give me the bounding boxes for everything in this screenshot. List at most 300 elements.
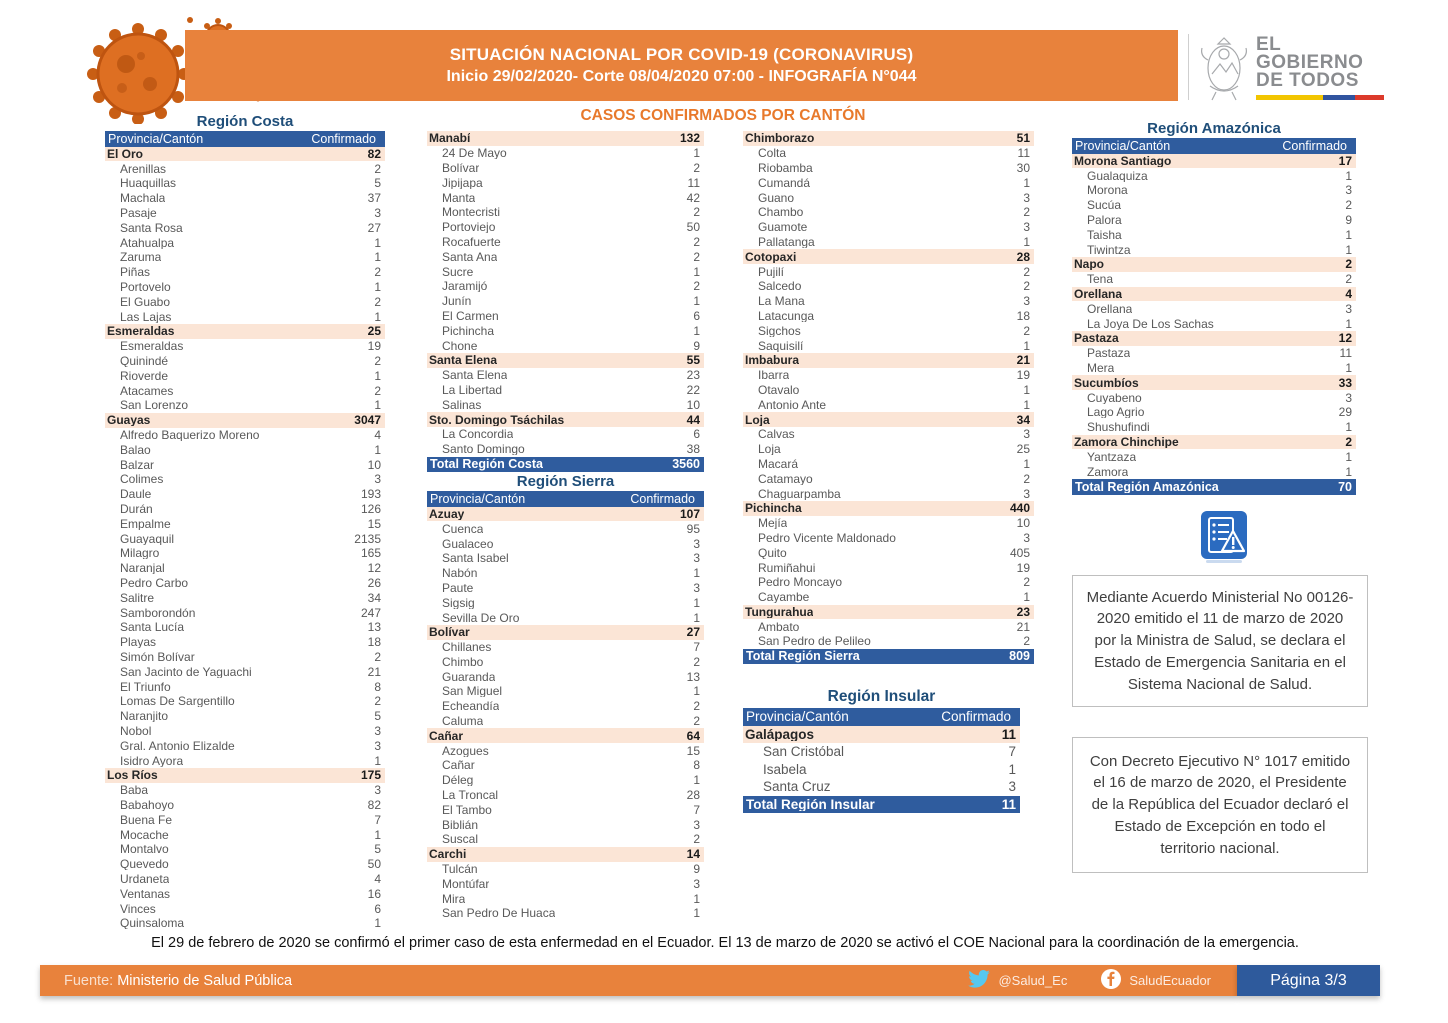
- canton-name: El Triunfo: [120, 680, 171, 693]
- canton-name: Jipijapa: [442, 176, 483, 189]
- canton-name: Rioverde: [120, 369, 169, 382]
- confirmed-count: 17: [1338, 153, 1352, 168]
- confirmed-count: 11: [1339, 346, 1352, 361]
- spacer: [743, 664, 1034, 684]
- canton-name: Catamayo: [758, 472, 813, 485]
- province-row: [1072, 287, 1356, 302]
- province-row: [427, 507, 704, 522]
- canton-row: [427, 655, 704, 670]
- province-name: Morona Santiago: [1074, 154, 1172, 167]
- province-row: [743, 412, 1034, 427]
- canton-row: [1072, 168, 1356, 183]
- confirmed-count: 1: [374, 309, 381, 324]
- canton-name: Pastaza: [1087, 347, 1131, 360]
- canton-row: [427, 427, 704, 442]
- confirmed-count: 50: [367, 857, 381, 872]
- canton-row: [427, 906, 704, 921]
- canton-name: Taisha: [1087, 228, 1122, 241]
- facebook-handle[interactable]: SaludEcuador: [1129, 973, 1211, 988]
- canton-row: [427, 610, 704, 625]
- province-name: Pichincha: [745, 502, 802, 515]
- confirmed-count: 175: [360, 768, 381, 783]
- canton-row: [105, 857, 385, 872]
- province-row: [105, 324, 385, 339]
- confirmed-count: 82: [367, 146, 381, 161]
- confirmed-count: 70: [1338, 479, 1352, 494]
- confirmed-count: 42: [686, 190, 700, 205]
- canton-name: Tena: [1087, 273, 1114, 286]
- canton-row: [105, 753, 385, 768]
- confirmed-count: 3: [374, 472, 381, 487]
- confirmed-count: 37: [367, 191, 381, 206]
- confirmed-count: 809: [1009, 649, 1030, 664]
- canton-row: [1072, 227, 1356, 242]
- confirmed-count: 405: [1009, 545, 1030, 560]
- confirmed-count: 2: [1345, 198, 1352, 213]
- canton-name: Pujilí: [758, 265, 785, 278]
- confirmed-count: 11: [1001, 796, 1016, 812]
- canton-row: [1072, 361, 1356, 376]
- twitter-icon[interactable]: [968, 970, 990, 991]
- canton-name: Gualaceo: [442, 537, 494, 550]
- confirmed-count: 18: [367, 635, 381, 650]
- logo-line3: DE TODOS: [1256, 70, 1359, 92]
- canton-row: [427, 146, 704, 161]
- confirmed-count: 25: [1016, 442, 1030, 457]
- canton-name: Pedro Vicente Maldonado: [758, 531, 896, 544]
- canton-row: [1072, 420, 1356, 435]
- canton-name: Machala: [120, 192, 166, 205]
- confirmed-count: 1: [693, 773, 700, 788]
- canton-name: Zaruma: [120, 251, 162, 264]
- canton-name: Babahoyo: [120, 798, 175, 811]
- canton-name: Gualaquiza: [1087, 169, 1148, 182]
- confirmed-count: 3: [1345, 183, 1352, 198]
- confirmed-count: 23: [1016, 604, 1030, 619]
- confirmed-count: 23: [686, 368, 700, 383]
- executive-decree-note: [1072, 737, 1368, 873]
- region-title: Región Amazónica: [1147, 120, 1281, 137]
- canton-name: Tulcán: [442, 863, 478, 876]
- confirmed-count: 3: [1023, 427, 1030, 442]
- header-banner: [185, 30, 1178, 101]
- region-total-row: [1072, 479, 1356, 495]
- canton-row: [105, 265, 385, 280]
- canton-name: La Joya De Los Sachas: [1087, 317, 1214, 330]
- canton-row: [427, 235, 704, 250]
- confirmed-count: 5: [374, 176, 381, 191]
- province-name: Guayas: [107, 414, 151, 427]
- confirmed-count: 38: [686, 442, 700, 457]
- canton-row: [427, 264, 704, 279]
- canton-row: [427, 397, 704, 412]
- confirmed-count: 9: [1345, 213, 1352, 228]
- province-row: [743, 726, 1020, 744]
- confirmed-count: 18: [1016, 308, 1030, 323]
- table-header-row: [743, 708, 1020, 726]
- confirmed-count: 25: [367, 324, 381, 339]
- confirmed-count: 1: [374, 398, 381, 413]
- province-row: [1072, 331, 1356, 346]
- canton-row: [743, 235, 1034, 250]
- province-name: Orellana: [1074, 288, 1123, 301]
- canton-name: Latacunga: [758, 309, 815, 322]
- confirmed-count: 2: [374, 265, 381, 280]
- ecuador-coat-of-arms-icon: [1198, 30, 1250, 107]
- canton-row: [427, 802, 704, 817]
- confirmed-count: 33: [1338, 375, 1352, 390]
- canton-name: Saquisilí: [758, 339, 804, 352]
- canton-name: Las Lajas: [120, 310, 172, 323]
- canton-row: [105, 812, 385, 827]
- canton-name: Baba: [120, 784, 149, 797]
- canton-row: [743, 761, 1020, 779]
- canton-name: Mira: [442, 892, 466, 905]
- canton-name: Buena Fe: [120, 813, 173, 826]
- confirmed-count: 21: [367, 664, 381, 679]
- canton-row: [1072, 390, 1356, 405]
- confirmed-count: 3: [1023, 190, 1030, 205]
- confirmed-count: 16: [367, 886, 381, 901]
- canton-name: Nobol: [120, 724, 152, 737]
- canton-name: Durán: [120, 503, 153, 516]
- canton-row: [105, 531, 385, 546]
- twitter-handle[interactable]: @Salud_Ec: [998, 973, 1068, 988]
- canton-row: [743, 516, 1034, 531]
- confirmed-count: 2: [374, 354, 381, 369]
- canton-name: Milagro: [120, 547, 160, 560]
- confirmed-count: 1: [374, 753, 381, 768]
- canton-row: [427, 309, 704, 324]
- confirmed-count: 1: [374, 235, 381, 250]
- canton-name: Isidro Ayora: [120, 754, 184, 767]
- confirmed-count: 44: [686, 412, 700, 427]
- canton-row: [743, 486, 1034, 501]
- column-header-province: Provincia/Cantón: [108, 132, 204, 145]
- canton-row: [743, 634, 1034, 649]
- canton-row: [743, 323, 1034, 338]
- confirmed-count: 1: [1023, 338, 1030, 353]
- canton-row: [427, 220, 704, 235]
- column-header-confirmed: Confirmado: [311, 131, 376, 146]
- canton-row: [1072, 346, 1356, 361]
- table-header-row: [427, 491, 704, 507]
- canton-name: Otavalo: [758, 383, 800, 396]
- canton-row: [105, 798, 385, 813]
- canton-row: [427, 684, 704, 699]
- confirmed-count: 3: [1023, 530, 1030, 545]
- canton-row: [105, 783, 385, 798]
- canton-name: Jaramijó: [442, 280, 488, 293]
- province-name: Galápagos: [745, 727, 815, 742]
- canton-row: [427, 862, 704, 877]
- canton-row: [105, 886, 385, 901]
- confirmed-count: 3: [1023, 220, 1030, 235]
- province-row: [427, 728, 704, 743]
- canton-name: Piñas: [120, 266, 151, 279]
- confirmed-count: 2: [693, 699, 700, 714]
- canton-row: [427, 876, 704, 891]
- canton-name: San Cristóbal: [763, 745, 845, 759]
- confirmed-count: 3: [374, 738, 381, 753]
- canton-name: La Concordia: [442, 428, 514, 441]
- canton-row: [743, 397, 1034, 412]
- canton-name: Antonio Ante: [758, 398, 827, 411]
- confirmed-count: 2: [1023, 264, 1030, 279]
- canton-name: Lomas De Sargentillo: [120, 695, 235, 708]
- confirmed-count: 2: [693, 205, 700, 220]
- canton-row: [105, 487, 385, 502]
- confirmed-count: 1: [1345, 227, 1352, 242]
- canton-row: [743, 368, 1034, 383]
- confirmed-count: 13: [367, 620, 381, 635]
- canton-row: [105, 442, 385, 457]
- canton-name: Playas: [120, 636, 157, 649]
- province-name: Cañar: [429, 729, 464, 742]
- confirmed-count: 2: [693, 160, 700, 175]
- canton-row: [105, 176, 385, 191]
- canton-name: El Carmen: [442, 309, 499, 322]
- canton-row: [105, 916, 385, 931]
- canton-row: [743, 161, 1034, 176]
- confirmed-count: 3: [1345, 301, 1352, 316]
- canton-name: Shushufindi: [1087, 421, 1150, 434]
- confirmed-count: 2: [374, 383, 381, 398]
- confirmed-count: 2: [1023, 323, 1030, 338]
- canton-row: [427, 279, 704, 294]
- confirmed-count: 132: [679, 131, 700, 146]
- canton-row: [105, 457, 385, 472]
- confirmed-count: 51: [1016, 131, 1030, 146]
- canton-name: Atacames: [120, 384, 174, 397]
- canton-row: [427, 566, 704, 581]
- confirmed-count: 13: [686, 669, 700, 684]
- canton-name: Macará: [758, 457, 799, 470]
- confirmed-count: 12: [367, 561, 381, 576]
- province-row: [743, 131, 1034, 146]
- canton-name: Ambato: [758, 620, 800, 633]
- confirmed-count: 21: [1016, 619, 1030, 634]
- canton-row: [105, 650, 385, 665]
- canton-row: [427, 699, 704, 714]
- canton-name: Bolívar: [442, 161, 480, 174]
- canton-row: [743, 531, 1034, 546]
- column-header-confirmed: Confirmado: [1282, 138, 1347, 153]
- canton-row: [105, 738, 385, 753]
- confirmed-count: 1: [374, 250, 381, 265]
- confirmed-count: 3: [374, 723, 381, 738]
- canton-row: [743, 619, 1034, 634]
- confirmed-count: 1: [693, 566, 700, 581]
- canton-row: [105, 502, 385, 517]
- canton-name: Empalme: [120, 517, 171, 530]
- canton-row: [427, 551, 704, 566]
- canton-name: Quevedo: [120, 858, 169, 871]
- confirmed-count: 4: [1345, 287, 1352, 302]
- canton-name: Chaguarpamba: [758, 487, 841, 500]
- canton-row: [427, 368, 704, 383]
- canton-name: Biblián: [442, 818, 479, 831]
- canton-name: Alfredo Baquerizo Moreno: [120, 429, 260, 442]
- region-title: Región Insular: [827, 688, 936, 706]
- canton-row: [427, 323, 704, 338]
- confirmed-count: 2: [693, 654, 700, 669]
- canton-name: Colta: [758, 147, 787, 160]
- canton-row: [743, 778, 1020, 796]
- canton-name: Guano: [758, 191, 795, 204]
- canton-row: [743, 575, 1034, 590]
- canton-name: Santa Cruz: [763, 780, 831, 794]
- canton-row: [743, 590, 1034, 605]
- confirmed-count: 1: [1023, 234, 1030, 249]
- region-total-row: [743, 796, 1020, 814]
- canton-row: [427, 743, 704, 758]
- confirmed-count: 5: [374, 842, 381, 857]
- region-costa-column: [105, 112, 385, 931]
- confirmed-count: 55: [686, 353, 700, 368]
- confirmed-count: 27: [686, 625, 700, 640]
- province-row: [1072, 154, 1356, 169]
- canton-row: [427, 773, 704, 788]
- confirmed-count: 2: [374, 649, 381, 664]
- canton-row: [427, 294, 704, 309]
- canton-name: Paute: [442, 581, 474, 594]
- confirmed-count: 29: [1338, 405, 1352, 420]
- canton-row: [743, 279, 1034, 294]
- confirmed-count: 34: [367, 590, 381, 605]
- facebook-link[interactable]: [1101, 969, 1211, 992]
- province-row: [743, 249, 1034, 264]
- sierra-insular-column: [743, 131, 1034, 813]
- canton-row: [105, 635, 385, 650]
- canton-row: [427, 669, 704, 684]
- province-name: Sucumbíos: [1074, 376, 1139, 389]
- table-header-row: [1072, 138, 1356, 154]
- province-row: [743, 501, 1034, 516]
- confirmed-count: 1: [693, 610, 700, 625]
- canton-name: Arenillas: [120, 162, 167, 175]
- confirmed-count: 4: [374, 871, 381, 886]
- canton-row: [105, 872, 385, 887]
- confirmed-count: 19: [1016, 560, 1030, 575]
- canton-name: La Libertad: [442, 383, 503, 396]
- canton-row: [1072, 316, 1356, 331]
- province-name: Loja: [745, 413, 770, 426]
- section-title: CASOS CONFIRMADOS POR CANTÓN: [580, 107, 866, 124]
- confirmed-count: 1: [693, 906, 700, 921]
- canton-name: Riobamba: [758, 161, 813, 174]
- confirmed-count: 1: [693, 684, 700, 699]
- canton-name: Salitre: [120, 591, 155, 604]
- table-header-row: [105, 131, 385, 147]
- confirmed-count: 3: [374, 206, 381, 221]
- canton-name: Montalvo: [120, 843, 169, 856]
- canton-row: [1072, 464, 1356, 479]
- flag-stripe-icon: [1256, 95, 1384, 100]
- canton-row: [1072, 405, 1356, 420]
- canton-name: Azogues: [442, 744, 489, 757]
- canton-name: Rocafuerte: [442, 235, 501, 248]
- ministerial-agreement-note: [1072, 575, 1368, 707]
- canton-row: [105, 709, 385, 724]
- canton-row: [427, 338, 704, 353]
- canton-row: [1072, 242, 1356, 257]
- canton-row: [743, 743, 1020, 761]
- canton-name: San Miguel: [442, 685, 503, 698]
- confirmed-count: 2: [693, 249, 700, 264]
- confirmed-count: 8: [374, 679, 381, 694]
- facebook-icon[interactable]: [1101, 969, 1121, 992]
- canton-name: Sucre: [442, 265, 474, 278]
- confirmed-count: 10: [686, 397, 700, 412]
- canton-name: Sevilla De Oro: [442, 611, 520, 624]
- province-name: Azuay: [429, 507, 465, 520]
- canton-name: Mejía: [758, 517, 788, 530]
- canton-name: Chambo: [758, 206, 804, 219]
- canton-name: Guayaquil: [120, 532, 175, 545]
- canton-row: [427, 190, 704, 205]
- region-title: Región Sierra: [516, 473, 615, 491]
- canton-name: Tiwintza: [1087, 243, 1131, 256]
- confirmed-count: 15: [686, 743, 700, 758]
- confirmed-count: 14: [686, 847, 700, 862]
- confirmed-count: 1: [374, 280, 381, 295]
- canton-name: La Troncal: [442, 789, 499, 802]
- confirmed-count: 1: [374, 368, 381, 383]
- province-name: El Oro: [107, 147, 144, 160]
- canton-name: Déleg: [442, 774, 474, 787]
- note-text: Mediante Acuerdo Ministerial No 00126-2020 emitido el 11 de marzo de 2020 por la Ministra de Salud, se declara el Estado de Emergencia Sanitaria en el Sistema Nacional de Salud.: [1086, 588, 1354, 693]
- confirmed-count: 1: [1345, 316, 1352, 331]
- canton-row: [427, 249, 704, 264]
- confirmed-count: 1: [1008, 761, 1016, 777]
- twitter-link[interactable]: [968, 970, 1067, 991]
- canton-row: [105, 842, 385, 857]
- confirmed-count: 1: [1345, 449, 1352, 464]
- column-header-province: Provincia/Cantón: [1075, 139, 1171, 152]
- canton-row: [427, 891, 704, 906]
- confirmed-count: 3: [693, 551, 700, 566]
- canton-name: Sigchos: [758, 324, 801, 337]
- canton-name: Pedro Carbo: [120, 577, 189, 589]
- confirmed-count: 440: [1009, 501, 1030, 516]
- canton-row: [105, 280, 385, 295]
- canton-name: Portoviejo: [442, 221, 496, 234]
- total-label: Total Región Insular: [746, 797, 875, 812]
- canton-row: [427, 758, 704, 773]
- canton-name: Santa Lucía: [120, 621, 185, 634]
- canton-name: Loja: [758, 443, 781, 456]
- canton-name: Portovelo: [120, 281, 171, 294]
- canton-row: [105, 724, 385, 739]
- canton-row: [743, 545, 1034, 560]
- canton-row: [427, 536, 704, 551]
- confirmed-count: 50: [686, 220, 700, 235]
- province-row: [1072, 435, 1356, 450]
- confirmed-count: 27: [367, 220, 381, 235]
- canton-row: [427, 581, 704, 596]
- canton-row: [105, 309, 385, 324]
- total-label: Total Región Sierra: [746, 650, 860, 663]
- confirmed-count: 10: [367, 457, 381, 472]
- canton-row: [105, 206, 385, 221]
- canton-name: Montecristi: [442, 206, 501, 219]
- canton-row: [427, 175, 704, 190]
- region-title: Región Costa: [196, 113, 294, 130]
- confirmed-count: 1: [693, 595, 700, 610]
- canton-name: Guamote: [758, 221, 808, 234]
- confirmed-count: 9: [693, 862, 700, 877]
